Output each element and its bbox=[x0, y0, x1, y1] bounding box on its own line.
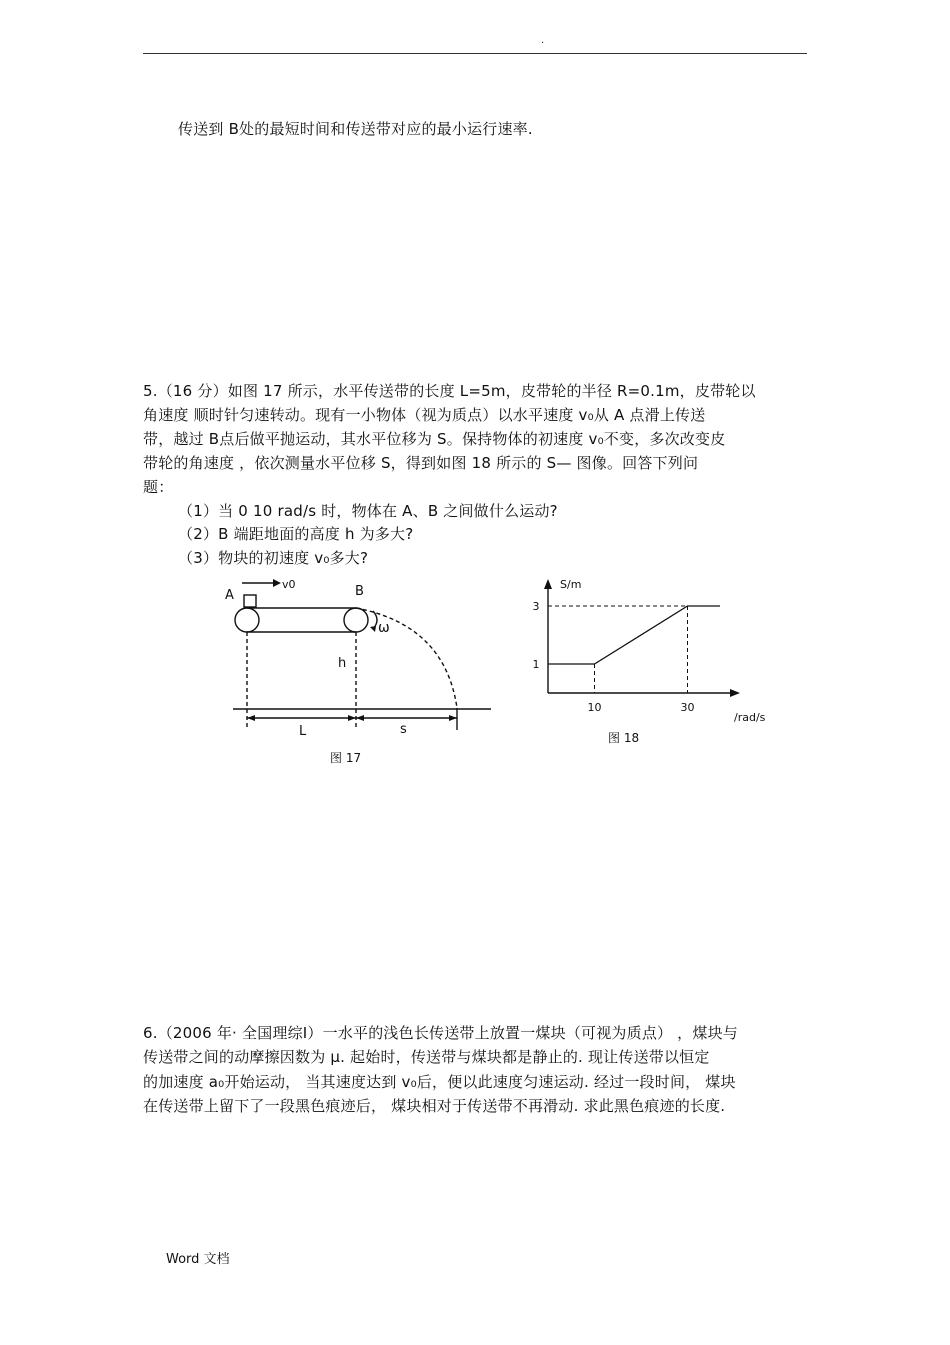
y-axis-arrow bbox=[544, 579, 552, 589]
label-h: h bbox=[338, 656, 347, 671]
problem-5-line-4: 带轮的角速度 ，依次测量水平位移 S，得到如图 18 所示的 S— 图像。回答下列问 bbox=[143, 454, 699, 472]
problem-6-line-2: 传送带之间的动摩擦因数为 μ. 起始时，传送带与煤块都是静止的. 现让传送带以恒定 bbox=[143, 1048, 710, 1066]
y-tick-label-1: 1 bbox=[532, 658, 540, 671]
header-mark: . bbox=[541, 35, 545, 46]
x-tick-label-30: 30 bbox=[680, 701, 695, 714]
series-line bbox=[548, 606, 720, 664]
label-v0: v0 bbox=[282, 578, 296, 591]
question-2: （2）B 端距地面的高度 h 为多大? bbox=[178, 525, 414, 543]
x-tick-label-10: 10 bbox=[587, 701, 602, 714]
label-s: s bbox=[400, 722, 407, 737]
header-rule bbox=[143, 53, 807, 54]
y-tick-label-3: 3 bbox=[532, 600, 540, 613]
label-L: L bbox=[299, 724, 307, 739]
chart-ylabel: S/m bbox=[560, 578, 582, 591]
question-1: （1）当 0 10 rad/s 时，物体在 A、B 之间做什么运动? bbox=[178, 502, 558, 520]
problem-5-line-2: 角速度 顺时针匀速转动。现有一小物体（视为质点）以水平速度 v₀从 A 点滑上传送 bbox=[143, 406, 706, 424]
continued-text-line: 传送到 B处的最短时间和传送带对应的最小运行速率. bbox=[178, 120, 533, 138]
problem-5-line-1: 5.（16 分）如图 17 所示，水平传送带的长度 L=5m，皮带轮的半径 R=0.1m，皮带轮以 bbox=[143, 382, 756, 400]
label-omega: ω bbox=[378, 620, 390, 636]
label-B: B bbox=[355, 584, 364, 599]
problem-6-line-1: 6.（2006 年· 全国理综Ⅰ）一水平的浅色长传送带上放置一煤块（可视为质点） ，煤块与 bbox=[143, 1024, 738, 1042]
footer-text: Word 文档 bbox=[166, 1252, 230, 1267]
figure-17-diagram bbox=[215, 575, 505, 745]
problem-6-line-4: 在传送带上留下了一段黑色痕迹后， 煤块相对于传送带不再滑动. 求此黑色痕迹的长度. bbox=[143, 1097, 726, 1115]
problem-5-line-5: 题： bbox=[143, 478, 174, 496]
figure-18-chart bbox=[525, 575, 775, 730]
label-A: A bbox=[225, 588, 234, 603]
figure-18-caption: 图 18 bbox=[608, 731, 640, 745]
problem-5-line-3: 带，越过 B点后做平抛运动，其水平位移为 S。保持物体的初速度 v₀不变，多次改变皮 bbox=[143, 430, 726, 448]
x-axis-arrow bbox=[730, 689, 740, 697]
figure-17-caption: 图 17 bbox=[330, 751, 362, 765]
chart-xlabel: /rad/s bbox=[734, 711, 766, 724]
question-3: （3）物块的初速度 v₀多大? bbox=[178, 549, 369, 567]
problem-6-line-3: 的加速度 a₀开始运动， 当其速度达到 v₀后，便以此速度匀速运动. 经过一段时间， 煤块 bbox=[143, 1073, 736, 1091]
